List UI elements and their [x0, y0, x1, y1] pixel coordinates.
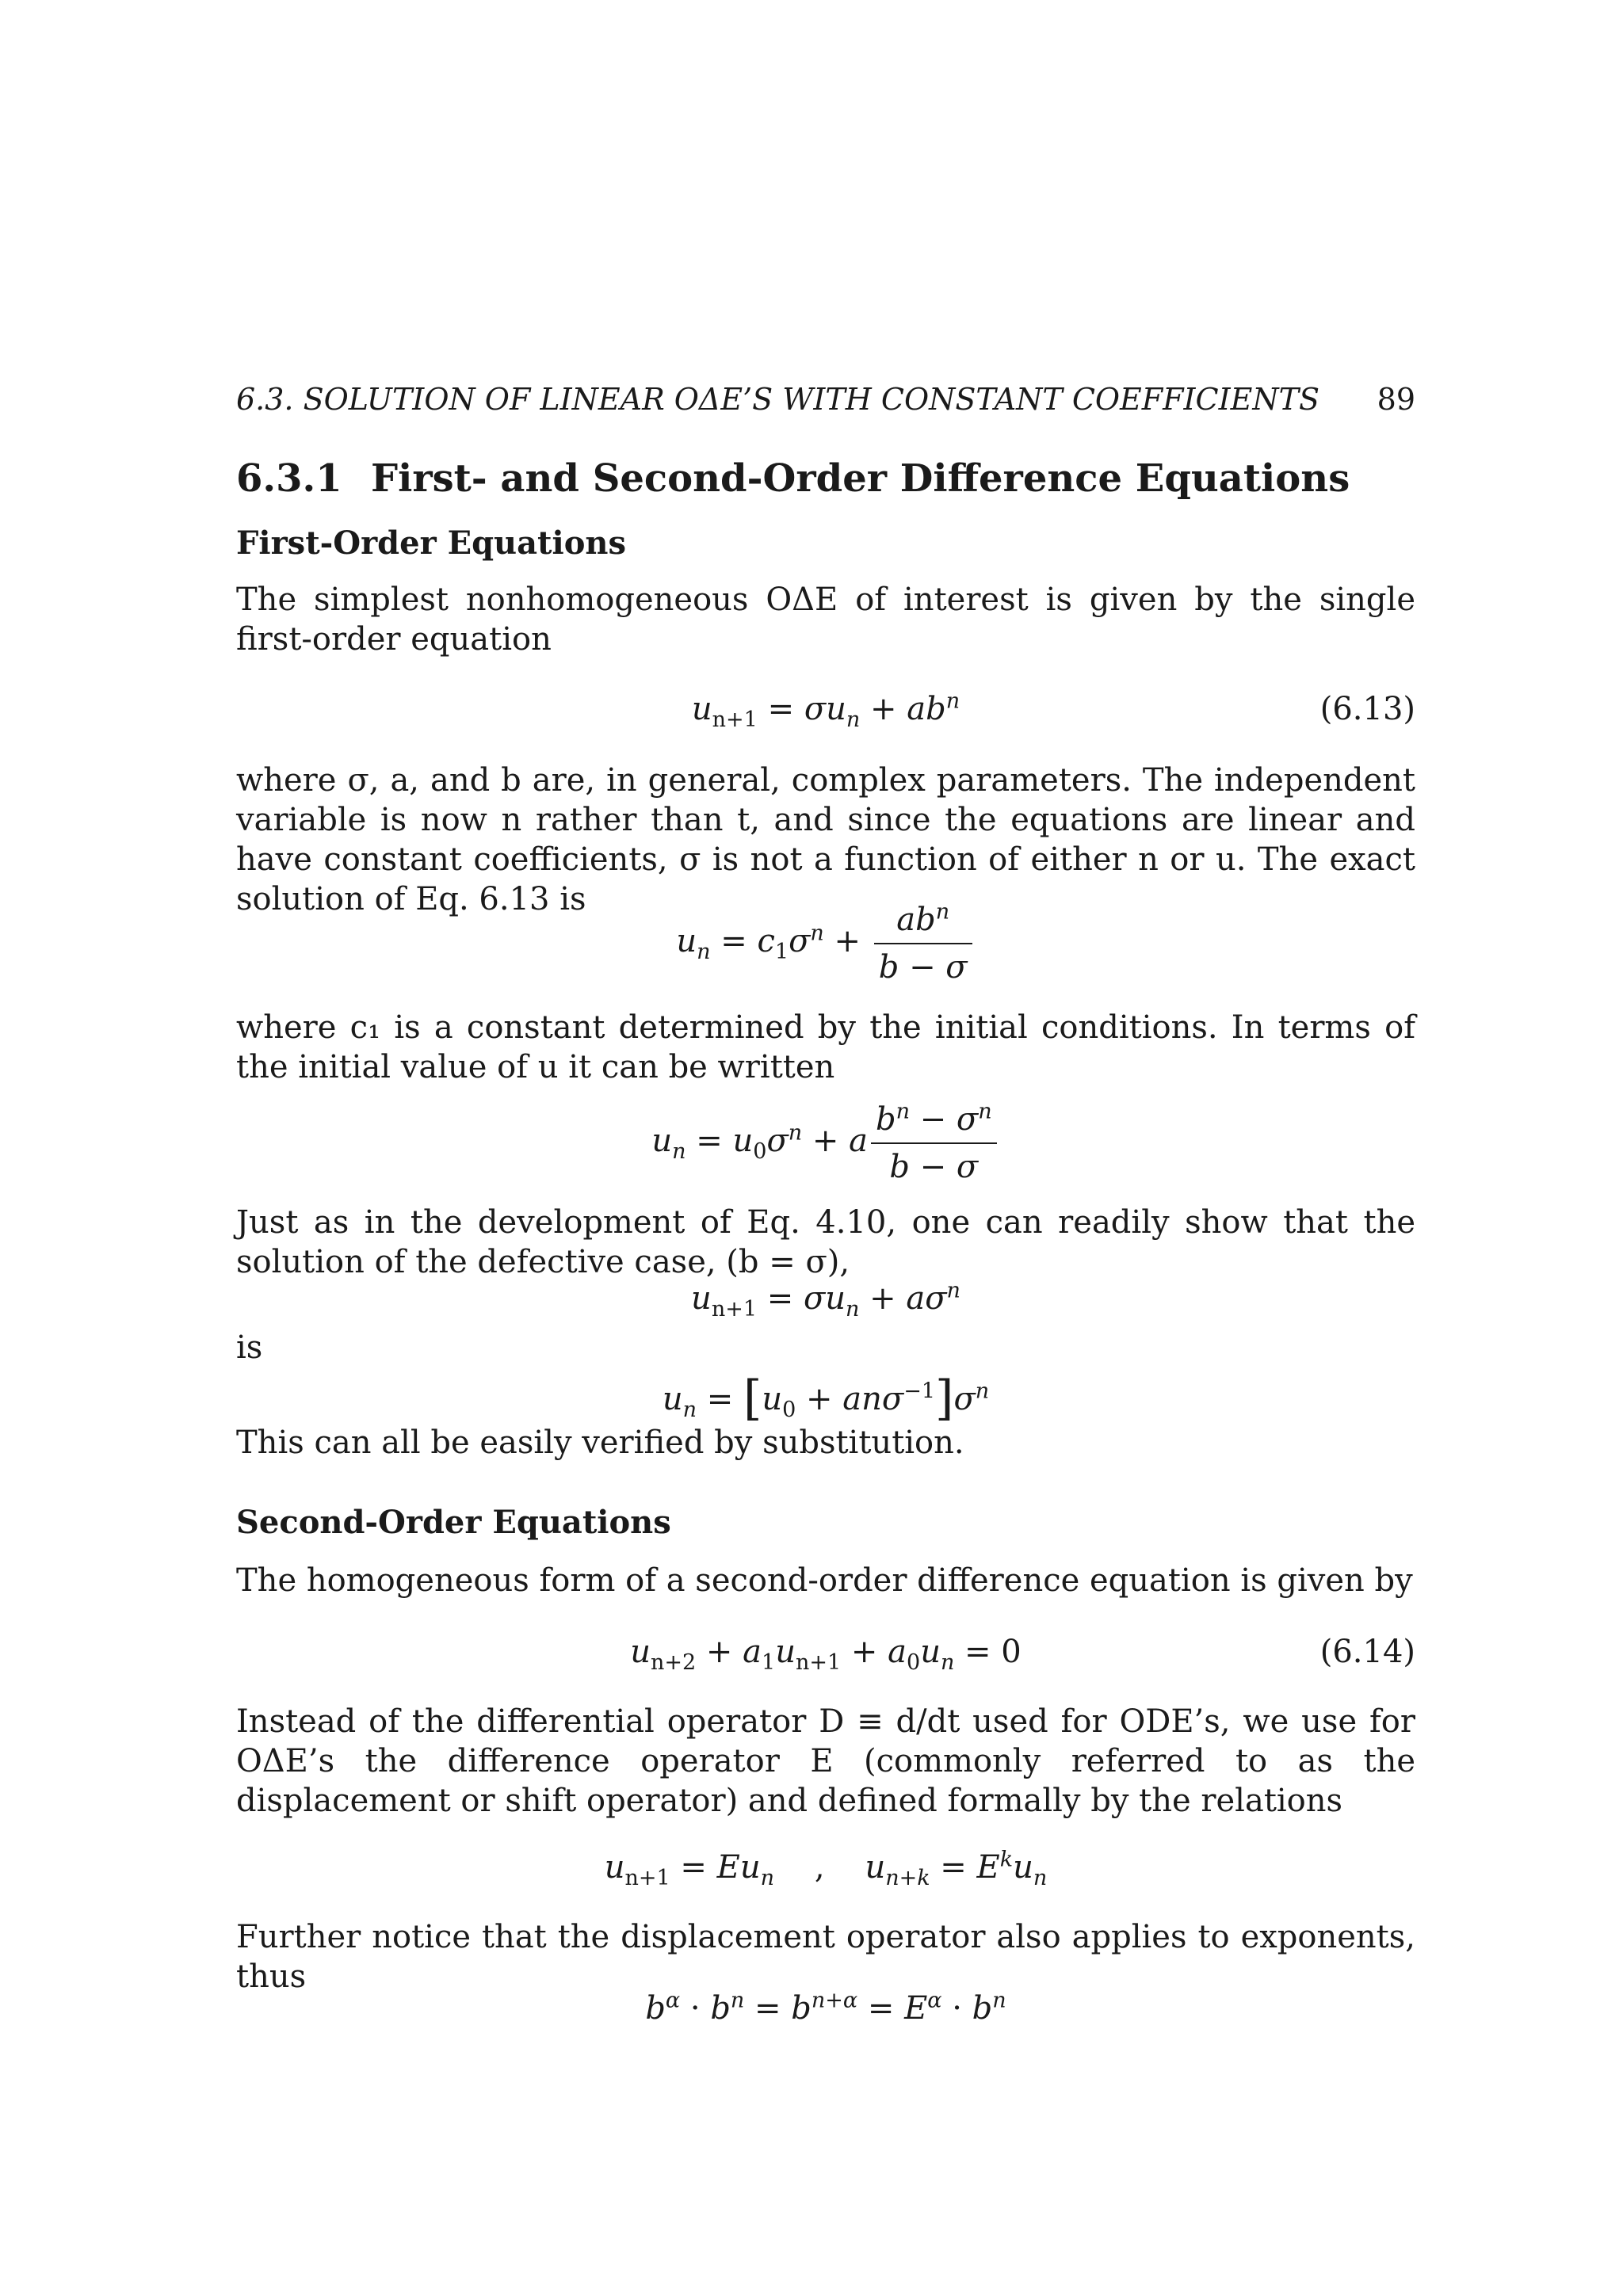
fraction-ab-over-b-minus-sigma: $\frac{ab^n}{b - \sigma}$	[874, 902, 972, 986]
paragraph-defective-case: Just as in the development of Eq. 4.10, one can readily show that the solution of the defective case, (b = σ),	[236, 1204, 1415, 1280]
equation-exponents: $b^\alpha \cdot b^n = b^{n+\alpha} = E^\alpha \cdot b^n$	[645, 1988, 1006, 2027]
paragraph-verification: This can all be easily verified by substitution.	[236, 1425, 964, 1461]
fraction-b-n-minus-sigma-n: $\frac{b^n - \sigma^n}{b - \sigma}$	[871, 1101, 997, 1185]
subsection-heading-second-order: Second-Order Equations	[236, 1504, 671, 1541]
equation-shift-operator: $u_{n+1} = Eu_n$ , $u_{n+k} = E^ku_n$	[604, 1847, 1048, 1890]
equation-number-6-13: (6.13)	[1319, 691, 1415, 727]
equation-initial-value-form: $u_n = u_0\sigma^n + a$ $\frac{b^n - \sigma^n}{b - \sigma}$	[236, 1101, 1415, 1185]
paragraph-exponents: Further notice that the displacement operator also applies to exponents, thus	[236, 1919, 1415, 1995]
running-header	[236, 382, 1415, 423]
equation-6-14: $u_{n+2} + a_1u_{n+1} + a_0u_n = 0$ (6.14)	[630, 1634, 1415, 1675]
section-heading	[236, 456, 1350, 501]
subsection-heading-first-order: First-Order Equations	[236, 524, 627, 562]
paragraph-parameters: where σ, a, and b are, in general, complex parameters. The independent variable is now n rather than t, and since the equations are linear and have constant coefficients, σ is not a function of either n or u. The exact solution of Eq. 6.13 is	[236, 762, 1415, 917]
paragraph-difference-operator: Instead of the differential operator D ≡ d/dt used for ODE’s, we use for OΔE’s the difference operator E (commonly referred to as the displacement or shift operator) and defined formally by the relations	[236, 1703, 1415, 1819]
equation-defective: $u_{n+1} = \sigma u_n + a\sigma^n$	[691, 1278, 960, 1322]
section-number: 6.3.1	[236, 456, 342, 501]
equation-exact-solution: $u_n = c_1\sigma^n$ + $\frac{ab^n}{b - \sigma}$	[236, 902, 1415, 986]
equation-6-13: $u_{n+1} = \sigma u_n + ab^n$ (6.13)	[691, 688, 1415, 732]
paragraph-initial-conditions: where c₁ is a constant determined by the initial conditions. In terms of the initial value of u it can be written	[236, 1009, 1415, 1085]
section-title: First- and Second-Order Difference Equations	[371, 456, 1350, 501]
equation-defective-solution: $u_n = [u_0 + an\sigma^{-1}]\sigma^n$	[662, 1371, 990, 1426]
paragraph-second-order-intro: The homogeneous form of a second-order difference equation is given by	[236, 1562, 1413, 1599]
page-number: 89	[1377, 382, 1415, 417]
equation-number-6-14: (6.14)	[1319, 1634, 1415, 1670]
header-title: 6.3. SOLUTION OF LINEAR OΔE’S WITH CONSTANT COEFFICIENTS	[236, 382, 1319, 417]
label-is: is	[236, 1329, 263, 1366]
paragraph-first-order-intro: The simplest nonhomogeneous OΔE of interest is given by the single first-order equation	[236, 582, 1415, 658]
